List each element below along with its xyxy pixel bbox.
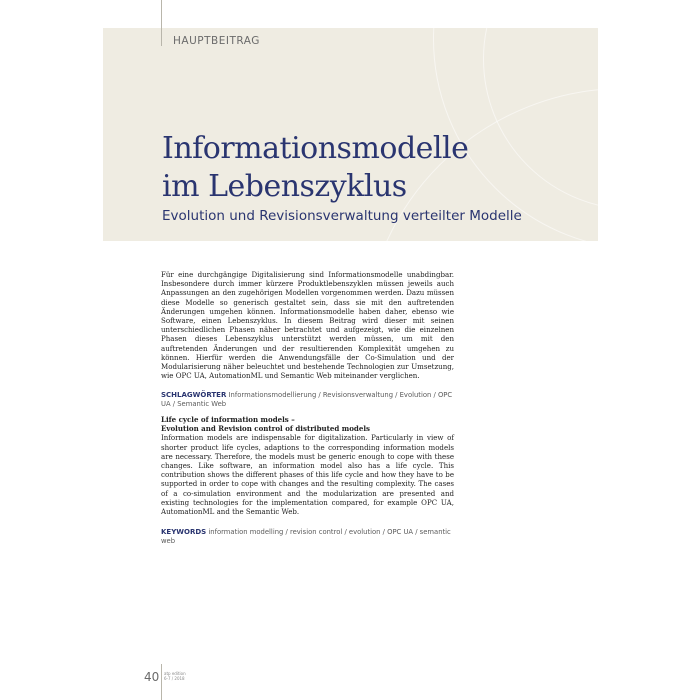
keywords-english <box>161 528 461 546</box>
abstract-english <box>161 415 454 516</box>
title-line-2: im Lebenszyklus <box>162 169 407 204</box>
english-title-line-2: Evolution and Revision control of distributed models <box>161 424 370 434</box>
article-subtitle: Evolution und Revisionsverwaltung verteilter Modelle <box>162 208 522 224</box>
keywords-german <box>161 391 461 409</box>
english-body: Information models are indispensable for digitalization. Particularly in view of shorter product life cycles, adaptions to the corresponding information models are necessary. Therefore, the models must be generic enough to cope with these changes. Like software, an information model also has a life cycle. This contribution shows the different phases of this life cycle and how they have to be supported in order to cope with changes and the resulting complexity. The cases of a co-simulation environment and the modularization are presented and existing technologies for the implementation compared, for example OPC UA, AutomationML and the Semantic Web. <box>161 433 454 517</box>
abstract-german: Für eine durchgängige Digitalisierung sind Informationsmodelle unabdingbar. Insbesondere durch immer kürzere Produktlebenszyklen müssen jeweils auch Anpassungen an den zugehörigen Modellen vorgenommen werden. Dazu müssen diese Modelle so generisch gestaltet sein, dass sie mit den auftretenden Änderungen umgehen können. Informationsmodelle haben daher, ebenso wie Software, einen Lebenszyklus. In diesem Beitrag wird dieser mit seinen unterschiedlichen Phasen näher betrachtet und aufgezeigt, wie die einzelnen Phasen dieses Lebenszyklus unterstützt werden müssen, um mit den auftretenden Änderungen und der resultierenden Komplexität umgehen zu können. Hierfür werden die Anwendungsfälle der Co-Simulation und der Modularisierung näher beleuchtet und bestehende Technologien zur Umsetzung, wie OPC UA, AutomationML und Semantic Web miteinander verglichen. <box>161 270 454 381</box>
journal-name: atp edition <box>164 671 186 676</box>
footer-rule <box>161 664 162 700</box>
page-number: 40 <box>144 670 160 684</box>
section-label: HAUPTBEITRAG <box>173 35 260 47</box>
header-rule <box>161 0 162 46</box>
keywords-english-text: information modelling / revision control / evolution / OPC UA / semantic web <box>161 528 451 545</box>
journal-issue: 6-7 / 2018 <box>164 676 185 681</box>
keywords-german-label: SCHLAGWÖRTER <box>161 391 227 399</box>
keywords-german-text: Informationsmodellierung / Revisionsverwaltung / Evolution / OPC UA / Semantic Web <box>161 391 453 408</box>
article-title <box>162 130 592 206</box>
english-title-line-1: Life cycle of information models – <box>161 415 295 424</box>
journal-info <box>164 671 186 681</box>
keywords-english-label: KEYWORDS <box>161 528 207 536</box>
title-line-1: Informationsmodelle <box>162 131 469 166</box>
